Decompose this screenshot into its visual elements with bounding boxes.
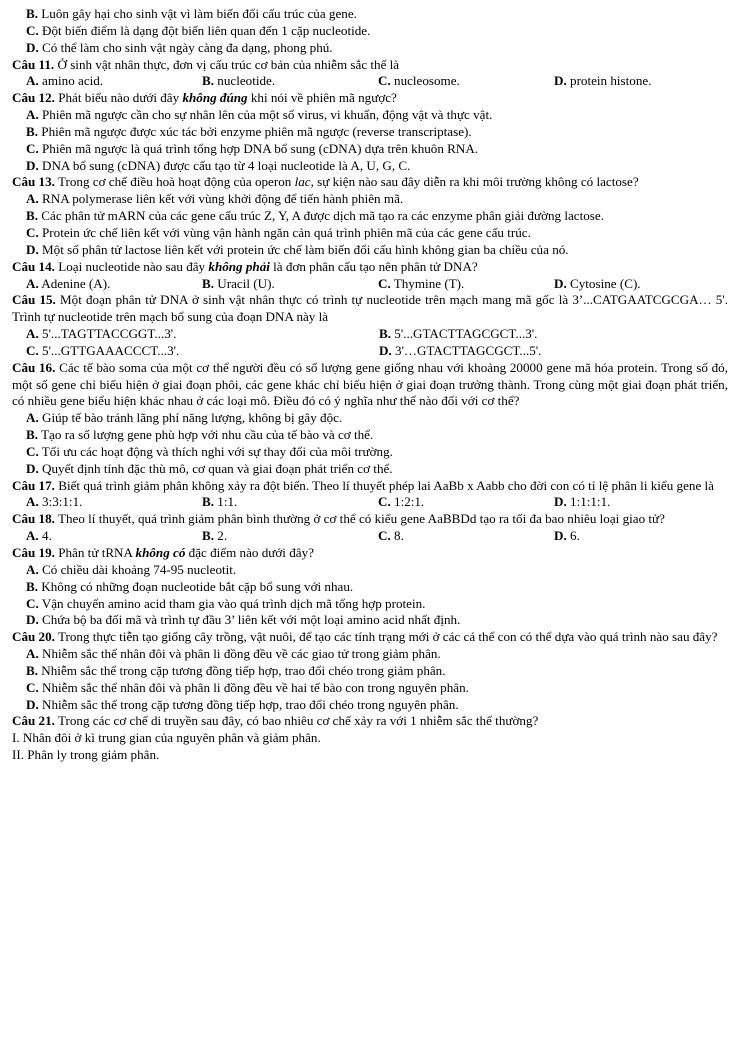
option-text: 2.	[217, 528, 228, 544]
option-letter: A.	[26, 107, 39, 123]
option-letter: D.	[26, 157, 39, 173]
question-text: là đơn phân cấu tạo nên phân tử DNA?	[273, 258, 478, 274]
q12-option-c	[12, 141, 728, 158]
option-letter: C.	[378, 528, 391, 544]
question-number: Câu 12.	[12, 90, 55, 106]
q19-stem	[12, 545, 728, 562]
option-text: Đột biến điểm là dạng đột biến liên quan đến 1 cặp nucleotide.	[42, 22, 371, 38]
question-text: Theo lí thuyết, quá trình giảm phân bình thường ở cơ thể có kiểu gene AaBBDd tạo ra tối đa bao nhiêu loại giao tử?	[57, 511, 665, 527]
q16-option-a	[12, 410, 728, 427]
q15-option-b	[379, 326, 728, 343]
option-letter: D.	[26, 696, 39, 712]
question-text: Biết quá trình giảm phân không xảy ra đột biến. Theo lí thuyết phép lai AaBb x Aabb cho đời con có tỉ lệ phân li kiểu gene là	[58, 477, 714, 493]
option-text: Tối ưu các hoạt động và thích nghi với sự thay đổi của môi trường.	[41, 443, 393, 459]
option-letter: C.	[378, 275, 391, 291]
question-text: Phát biểu nào dưới đây	[58, 90, 180, 106]
question-number: Câu 19.	[12, 545, 55, 560]
option-text: Adenine (A).	[41, 275, 111, 291]
q16-option-b	[12, 427, 728, 444]
option-text: Uracil (U).	[217, 275, 275, 291]
option-text: Nhiễm sắc thể nhân đôi và phân li đồng đều về các giao tử trong giảm phân.	[42, 646, 441, 662]
question-number: Câu 13.	[12, 174, 55, 190]
q19-option-a	[12, 562, 728, 579]
q15-options-row-2	[12, 343, 728, 360]
option-letter: C.	[26, 443, 39, 459]
q11-option-d	[554, 73, 728, 90]
option-letter: B.	[202, 528, 215, 544]
option-text: DNA bổ sung (cDNA) được cấu tạo từ 4 loại nucleotide là A, U, G, C.	[42, 157, 411, 173]
q17-option-c	[378, 494, 554, 511]
q18-option-c	[378, 528, 554, 545]
option-letter: A.	[26, 561, 39, 577]
option-text: Có thể làm cho sinh vật ngày càng đa dạng, phong phú.	[42, 39, 333, 55]
option-letter: B.	[26, 427, 39, 443]
option-text: Phiên mã ngược cần cho sự nhân lên của một số virus, vi khuẩn, động vật và thực vật.	[42, 107, 493, 123]
q14-option-c	[378, 276, 554, 293]
question-text: khi nói về phiên mã ngược?	[250, 90, 397, 106]
q21-item-1: I. Nhân đôi ở kì trung gian của nguyên phân và giảm phân.	[12, 730, 321, 746]
q16-option-d	[12, 461, 728, 478]
option-letter: D.	[554, 73, 567, 89]
question-number: Câu 15.	[12, 292, 56, 308]
option-text: Nhiễm sắc thể trong cặp tương đồng tiếp hợp, trao đổi chéo trong giảm phân.	[41, 662, 446, 678]
q19-option-d	[12, 612, 728, 629]
question-text: Trong thực tiễn tạo giống cây trồng, vật nuôi, để tạo các tính trạng mới ở các cá thể con có thể dựa vào quá trình nào sau đây?	[57, 629, 718, 645]
option-text: 5'...GTACTTAGCGCT...3'.	[394, 326, 538, 342]
option-text: nucleosome.	[394, 73, 460, 89]
question-number: Câu 17.	[12, 477, 55, 493]
option-text: Chứa bộ ba đối mã và trình tự đầu 3’ liên kết với một loại amino acid nhất định.	[42, 612, 461, 628]
option-text: 8.	[394, 528, 404, 544]
question-keyword: không đúng	[182, 90, 248, 106]
question-text: Loại nucleotide nào sau đây	[58, 258, 206, 274]
option-text: Thymine (T).	[393, 275, 465, 291]
q11-option-a	[26, 73, 202, 90]
option-text: 5'...GTTGAAACCCT...3'.	[42, 342, 180, 358]
option-text: 3'…GTACTTAGCGCT...5'.	[395, 342, 542, 358]
q14-option-b	[202, 276, 378, 293]
q13-option-a	[12, 191, 728, 208]
option-text: Nhiễm sắc thể trong cặp tương đồng tiếp hợp, trao đổi chéo trong nguyên phân.	[42, 696, 459, 712]
q13-option-b	[12, 208, 728, 225]
q11-stem	[12, 57, 728, 74]
option-letter: A.	[26, 73, 39, 89]
option-letter: C.	[378, 73, 391, 89]
option-text: 4.	[42, 528, 52, 544]
q12-option-a	[12, 107, 728, 124]
q13-option-c	[12, 225, 728, 242]
option-letter: C.	[378, 494, 391, 510]
question-number: Câu 11.	[12, 56, 55, 72]
question-text: Ở sinh vật nhân thực, đơn vị cấu trúc cơ bản của nhiễm sắc thể là	[57, 56, 400, 72]
option-letter: B.	[26, 123, 39, 139]
q17-options	[12, 494, 728, 511]
option-letter: D.	[26, 612, 39, 628]
option-letter: B.	[202, 73, 215, 89]
q14-option-a	[26, 276, 202, 293]
option-letter: A.	[26, 494, 39, 510]
q18-option-b	[202, 528, 378, 545]
q13-option-d	[12, 242, 728, 259]
question-number: Câu 18.	[12, 511, 55, 527]
option-letter: D.	[26, 460, 39, 476]
option-letter: A.	[26, 191, 39, 207]
question-text: Một đoạn phân tử DNA ở sinh vật nhân thực có trình tự nucleotide trên mạch mang mã gốc là 3’...CATGAATCGCGA… 5'. Trình tự nucleotide trên mạch bổ sung của đoạn DNA này là	[12, 292, 728, 325]
q10-option-c	[12, 23, 728, 40]
question-keyword: không có	[135, 545, 186, 560]
q17-stem	[12, 478, 728, 495]
question-text: , sự kiện nào sau đây diễn ra khi môi trường không có lactose?	[310, 174, 639, 190]
option-letter: D.	[554, 528, 567, 544]
q18-stem	[12, 511, 728, 528]
question-number: Câu 14.	[12, 258, 55, 274]
q15-stem	[12, 292, 728, 326]
q14-option-d	[554, 276, 728, 293]
question-italic-term: lac	[294, 174, 311, 190]
q12-option-b	[12, 124, 728, 141]
question-number: Câu 16.	[12, 359, 56, 375]
option-text: 3:3:1:1.	[42, 494, 83, 510]
q16-stem	[12, 360, 728, 411]
q16-option-c	[12, 444, 728, 461]
q10-option-b	[12, 6, 728, 23]
option-letter: B.	[26, 662, 39, 678]
q17-option-a	[26, 494, 202, 511]
q12-option-d	[12, 158, 728, 175]
q15-options-row-1	[12, 326, 728, 343]
q14-stem	[12, 259, 728, 276]
option-letter: A.	[26, 326, 39, 342]
option-text: 6.	[570, 528, 580, 544]
q20-option-c	[12, 680, 728, 697]
option-text: nucleotide.	[217, 73, 276, 89]
q19-option-b	[12, 579, 728, 596]
option-letter: B.	[379, 326, 392, 342]
option-text: amino acid.	[42, 73, 104, 89]
option-letter: C.	[26, 595, 39, 611]
question-text: Trong cơ chế điều hoà hoạt động của operon	[57, 174, 292, 190]
option-letter: D.	[554, 494, 567, 510]
option-text: Có chiều dài khoảng 74-95 nucleotit.	[42, 561, 237, 577]
option-letter: D.	[26, 241, 39, 257]
q18-option-a	[26, 528, 202, 545]
option-text: Một số phân tử lactose liên kết với protein ức chế làm biến đổi cấu hình không gian ba chiều của nó.	[42, 241, 569, 257]
option-letter: B.	[202, 494, 215, 510]
q21-stem	[12, 713, 728, 730]
question-text: Trong các cơ chế di truyền sau đây, có bao nhiêu cơ chế xảy ra với 1 nhiễm sắc thể thường?	[57, 713, 539, 729]
q20-option-d	[12, 697, 728, 714]
q13-stem	[12, 174, 728, 191]
option-letter: C.	[26, 22, 39, 38]
q18-options	[12, 528, 728, 545]
q11-option-c	[378, 73, 554, 90]
option-letter: A.	[26, 275, 39, 291]
option-text: Tạo ra số lượng gene phù hợp với nhu cầu của tế bào và cơ thể.	[41, 427, 374, 443]
option-text: protein histone.	[570, 73, 652, 89]
q17-option-d	[554, 494, 728, 511]
option-letter: A.	[26, 528, 39, 544]
option-text: Cytosine (C).	[570, 275, 641, 291]
option-letter: A.	[26, 410, 39, 426]
option-text: Giúp tế bào tránh lãng phí năng lượng, không bị gây độc.	[42, 410, 343, 426]
option-letter: D.	[26, 39, 39, 55]
q19-option-c	[12, 596, 728, 613]
question-text: Phân tử tRNA	[58, 545, 133, 560]
question-text: Các tế bào soma của một cơ thể người đều có số lượng gene giống nhau với khoảng 20000 gene mã hóa protein. Trong số đó, một số gene chỉ biểu hiện ở giai đoạn phôi, các gene khác chỉ biểu hiện ở giai đoạn trưởng thành. Trong cùng một giai đoạn phát triển, có nhiều gene biểu hiện khác nhau ở các loại mô. Điều đó có ý nghĩa như thế nào đối với cơ thể?	[12, 359, 728, 409]
q15-option-d	[379, 343, 728, 360]
q15-option-c	[26, 343, 379, 360]
option-text: Nhiễm sắc thể nhân đôi và phân li đồng đều về hai tế bào con trong nguyên phân.	[42, 679, 469, 695]
option-text: Vận chuyển amino acid tham gia vào quá trình dịch mã tổng hợp protein.	[41, 595, 426, 611]
option-letter: B.	[202, 275, 215, 291]
option-text: 1:1.	[217, 494, 238, 510]
q15-option-a	[26, 326, 379, 343]
q17-option-b	[202, 494, 378, 511]
option-letter: D.	[379, 342, 392, 358]
question-text: đặc điểm nào dưới đây?	[188, 545, 314, 560]
q20-option-a	[12, 646, 728, 663]
option-text: Phiên mã ngược là quá trình tổng hợp DNA bổ sung (cDNA) dựa trên khuôn RNA.	[42, 140, 479, 156]
option-letter: C.	[26, 224, 39, 240]
option-letter: C.	[26, 140, 39, 156]
option-text: 1:1:1:1.	[570, 494, 611, 510]
question-number: Câu 21.	[12, 713, 55, 729]
option-letter: B.	[26, 578, 39, 594]
q10-option-d	[12, 40, 728, 57]
option-text: Quyết định tính đặc thù mô, cơ quan và giai đoạn phát triển cơ thể.	[42, 460, 393, 476]
option-text: 5'...TAGTTACCGGT...3'.	[42, 326, 177, 342]
option-text: Protein ức chế liên kết với vùng vận hành ngăn cản quá trình phiên mã của các gene cấu trúc.	[42, 224, 531, 240]
option-text: 1:2:1.	[394, 494, 425, 510]
q20-stem	[12, 629, 728, 646]
option-letter: B.	[26, 6, 39, 21]
option-text: Các phân tử mARN của các gene cấu trúc Z, Y, A được dịch mã tạo ra các enzyme phân giải đường lactose.	[41, 208, 604, 224]
option-letter: B.	[26, 208, 39, 224]
option-letter: C.	[26, 342, 39, 358]
question-keyword: không phải	[208, 258, 270, 274]
q11-option-b	[202, 73, 378, 90]
option-letter: C.	[26, 679, 39, 695]
option-text: Phiên mã ngược được xúc tác bởi enzyme phiên mã ngược (reverse transcriptase).	[41, 123, 472, 139]
q20-option-b	[12, 663, 728, 680]
q14-options	[12, 276, 728, 293]
option-text: Không có những đoạn nucleotide bắt cặp bổ sung với nhau.	[41, 578, 354, 594]
q21-item-2: II. Phân ly trong giảm phân.	[12, 747, 160, 763]
option-letter: D.	[554, 275, 567, 291]
option-text: RNA polymerase liên kết với vùng khởi động để tiến hành phiên mã.	[42, 191, 404, 207]
q11-options	[12, 73, 728, 90]
option-text: Luôn gây hại cho sinh vật vì làm biến đổi cấu trúc của gene.	[41, 6, 357, 21]
q12-stem	[12, 90, 728, 107]
q18-option-d	[554, 528, 728, 545]
question-number: Câu 20.	[12, 629, 55, 645]
option-letter: A.	[26, 646, 39, 662]
